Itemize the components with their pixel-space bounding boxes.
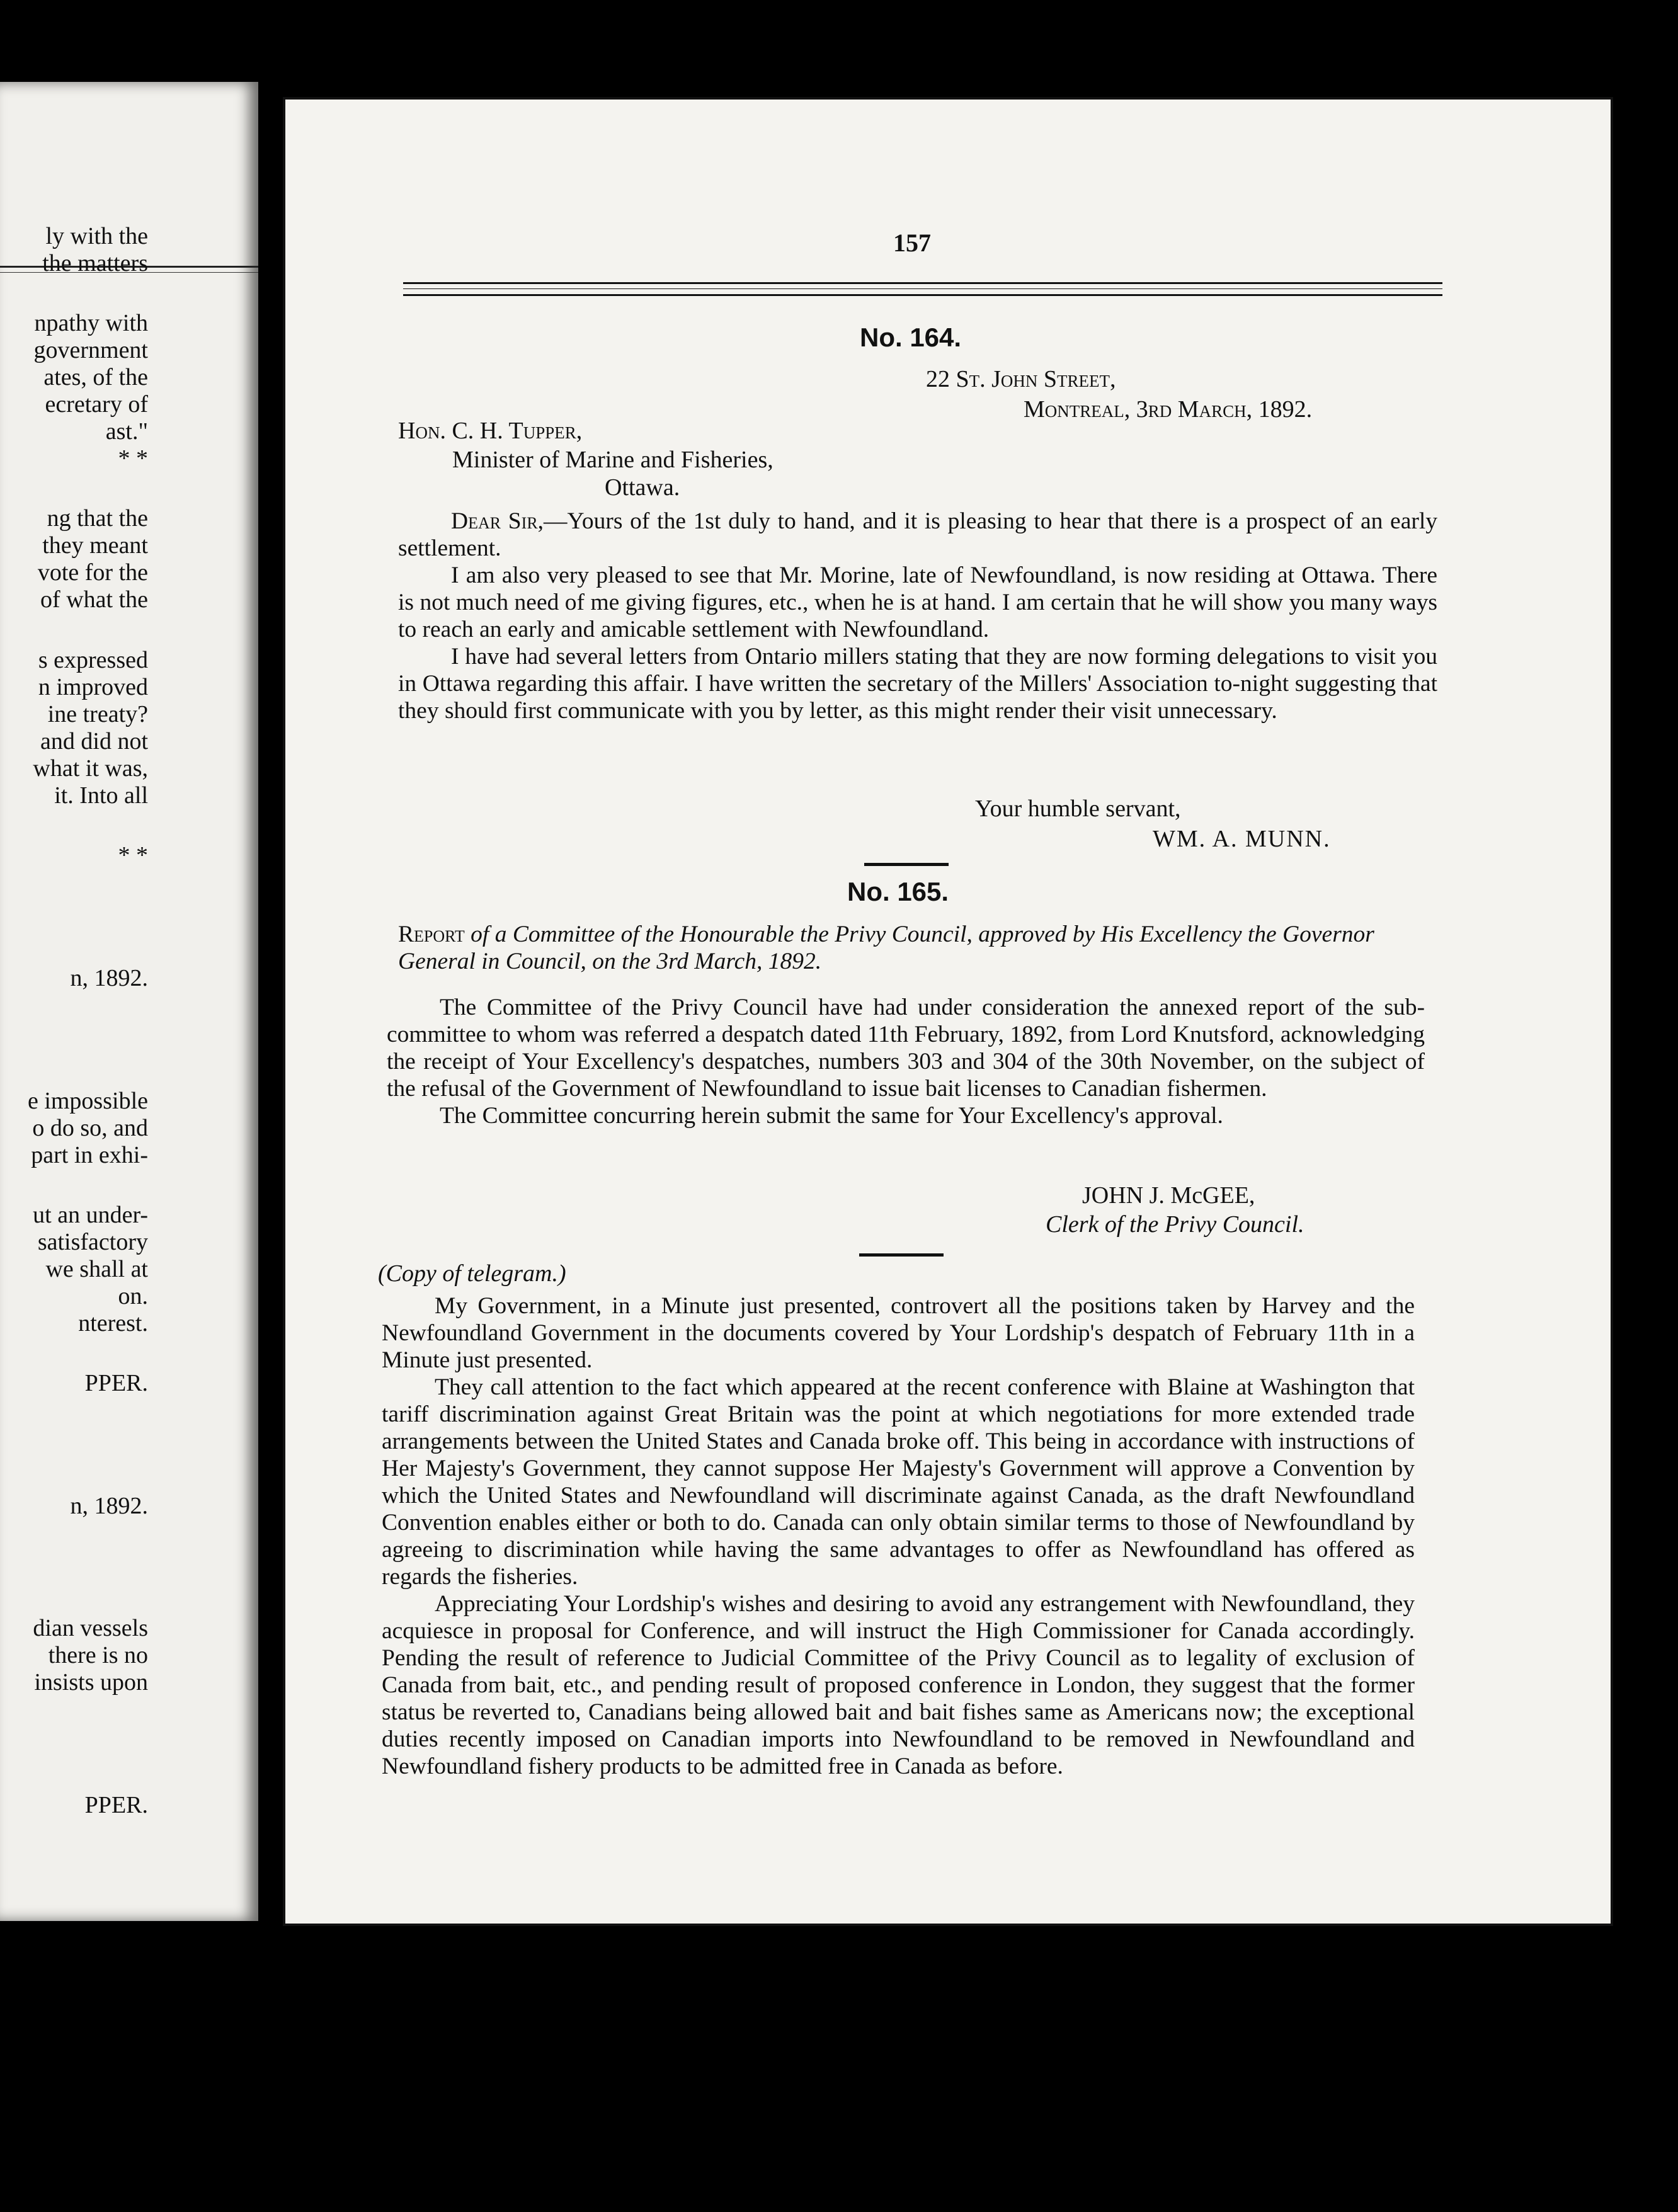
- doc165-heading: No. 165.: [847, 877, 949, 906]
- left-page-line: n, 1892.: [70, 1493, 148, 1519]
- doc164-recipient-city: Ottawa.: [605, 474, 680, 501]
- doc164-recipient-title: Minister of Marine and Fisheries,: [452, 447, 773, 473]
- doc165-signature-title-text: Clerk of the Privy Council.: [1046, 1211, 1304, 1238]
- left-page-line: n improved: [38, 674, 148, 700]
- left-page-line: and did not: [40, 728, 148, 755]
- doc164-heading: No. 164.: [860, 322, 962, 352]
- left-page-line: government: [33, 337, 148, 363]
- left-page-line: * *: [118, 842, 148, 869]
- doc164-para1-text: —Yours of the 1st duly to hand, and it is pleasing to hear that there is a prospect of an early settlement.: [398, 508, 1438, 561]
- doc164-closing: Your humble servant,: [975, 795, 1181, 822]
- page-number: 157: [893, 229, 931, 257]
- doc164-paragraph-3: I have had several letters from Ontario millers stating that they are now forming delegations to visit you in Ottawa regarding this affair. I have written the secretary of the Millers' Association to-night suggesting that they should first communicate with you by letter, as this might render their visit unnecessary.: [398, 644, 1437, 724]
- left-page-line: dian vessels: [33, 1615, 148, 1641]
- header-rule-middle: [403, 288, 1442, 289]
- doc164-recipient-name: Hon. C. H. Tupper,: [398, 418, 583, 444]
- left-page-line: ut an under-: [33, 1202, 148, 1228]
- doc165-report-lead: Report: [398, 921, 465, 947]
- left-page-line: of what the: [40, 586, 148, 613]
- section-divider-1: [864, 863, 949, 866]
- doc164-signature: WM. A. MUNN.: [1153, 826, 1331, 852]
- telegram-paragraph-2: They call attention to the fact which appeared at the recent conference with Blaine at Washington that tariff discrimination against Great Britain was the point at which negotiations for more extended trade arrangements between the United States and Canada broke off. This being in accordance with instructions of Her Majesty's Government, they cannot suppose Her Majesty's Government will approve a Convention by which the United States and Newfoundland will discriminate against Canada, as the draft Newfoundland Convention enables either or both to do. Canada can only obtain similar terms to those of Newfoundland by agreeing to discrimination while having the same advantages to offer as Newfoundland has offered as regards the fisheries.: [382, 1374, 1415, 1590]
- left-page-line: on.: [118, 1283, 148, 1309]
- left-page-line: e impossible: [27, 1088, 148, 1114]
- doc165-signature: JOHN J. McGEE,: [1082, 1182, 1255, 1209]
- left-page-line: they meant: [42, 532, 148, 559]
- left-page-line: ecretary of: [45, 391, 148, 418]
- left-page-line: * *: [118, 445, 148, 472]
- left-page-line: ly with the: [45, 223, 148, 249]
- left-page-line: satisfactory: [37, 1229, 148, 1255]
- left-page-line: what it was,: [33, 755, 148, 782]
- doc165-body: [387, 994, 1425, 1129]
- doc164-address-line2: Montreal, 3rd March, 1892.: [1024, 396, 1313, 423]
- left-page-line: ast.": [105, 418, 148, 445]
- doc165-signature-title: [1046, 1211, 1304, 1238]
- left-page-line: part in exhi-: [31, 1142, 148, 1168]
- left-page-line: we shall at: [45, 1256, 148, 1282]
- doc165-paragraph-2: The Committee concurring herein submit the same for Your Excellency's approval.: [440, 1103, 1223, 1129]
- doc165-report-title-text: of a Committee of the Honourable the Privy Council, approved by His Excellency the Governor General in Council, on the 3rd March, 1892.: [398, 921, 1374, 974]
- left-facing-page: [0, 82, 258, 1921]
- left-page-line: the matters: [42, 250, 148, 276]
- telegram-label-text: (Copy of telegram.): [378, 1260, 566, 1287]
- telegram-label: [378, 1260, 566, 1287]
- left-page-line: nterest.: [78, 1310, 148, 1337]
- doc164-body: [398, 508, 1437, 724]
- left-page-line: it. Into all: [54, 782, 148, 809]
- telegram-body: [382, 1292, 1415, 1780]
- left-page-line: insists upon: [34, 1669, 148, 1696]
- doc164-paragraph-2: I am also very pleased to see that Mr. Morine, late of Newfoundland, is now residing at Ottawa. There is not much need of me giving figures, etc., when he is at hand. I am certain that he will show you many ways to reach an early and amicable settlement with Newfoundland.: [398, 562, 1437, 642]
- header-rule-top: [403, 282, 1442, 284]
- doc164-address-line1: 22 St. John Street,: [926, 366, 1116, 392]
- left-page-line: ng that the: [47, 505, 148, 532]
- left-page-line: s expressed: [38, 647, 148, 673]
- left-page-line: ates, of the: [43, 364, 148, 391]
- doc164-paragraph-1: [398, 508, 1437, 562]
- left-page-line: n, 1892.: [70, 965, 148, 991]
- telegram-paragraph-1: My Government, in a Minute just presented, controvert all the positions taken by Harvey and the Newfoundland Government in the documents covered by Your Lordship's despatch of February 11th in a Minute just presented.: [382, 1293, 1415, 1373]
- telegram-paragraph-3: Appreciating Your Lordship's wishes and desiring to avoid any estrangement with Newfoundland, they acquiesce in proposal for Conference, and will instruct the High Commissioner for Canada accordingly. Pending the result of reference to Judicial Committee of the Privy Council as to legality of exclusion of Canada from bait, etc., and pending result of proposed conference in London, they suggest that the former status be reverted to, Canadians being allowed bait and bait fishes same as Americans now; the exceptional duties recently imposed on Canadian imports into Newfoundland to be removed in Newfoundland and Newfoundland fishery products to be admitted free in Canada as before.: [382, 1591, 1415, 1779]
- header-rule-bottom: [403, 294, 1442, 296]
- left-page-line: PPER.: [84, 1792, 148, 1818]
- left-page-line: there is no: [48, 1642, 148, 1668]
- section-divider-2: [859, 1253, 944, 1257]
- left-page-line: npathy with: [34, 310, 148, 336]
- left-page-line: ine treaty?: [47, 701, 148, 727]
- doc165-report-title: [398, 921, 1437, 975]
- doc165-paragraph-1: The Committee of the Privy Council have had under consideration the annexed report of the sub-committee to whom was referred a despatch dated 11th February, 1892, from Lord Knutsford, acknowledging the receipt of Your Excellency's despatches, numbers 303 and 304 of the 30th November, on the subject of the refusal of the Government of Newfoundland to issue bait licenses to Canadian fishermen.: [387, 995, 1425, 1102]
- doc164-salutation: Dear Sir,: [451, 508, 544, 534]
- left-page-line: vote for the: [37, 559, 148, 586]
- left-page-line: PPER.: [84, 1370, 148, 1396]
- left-page-line: o do so, and: [32, 1115, 148, 1141]
